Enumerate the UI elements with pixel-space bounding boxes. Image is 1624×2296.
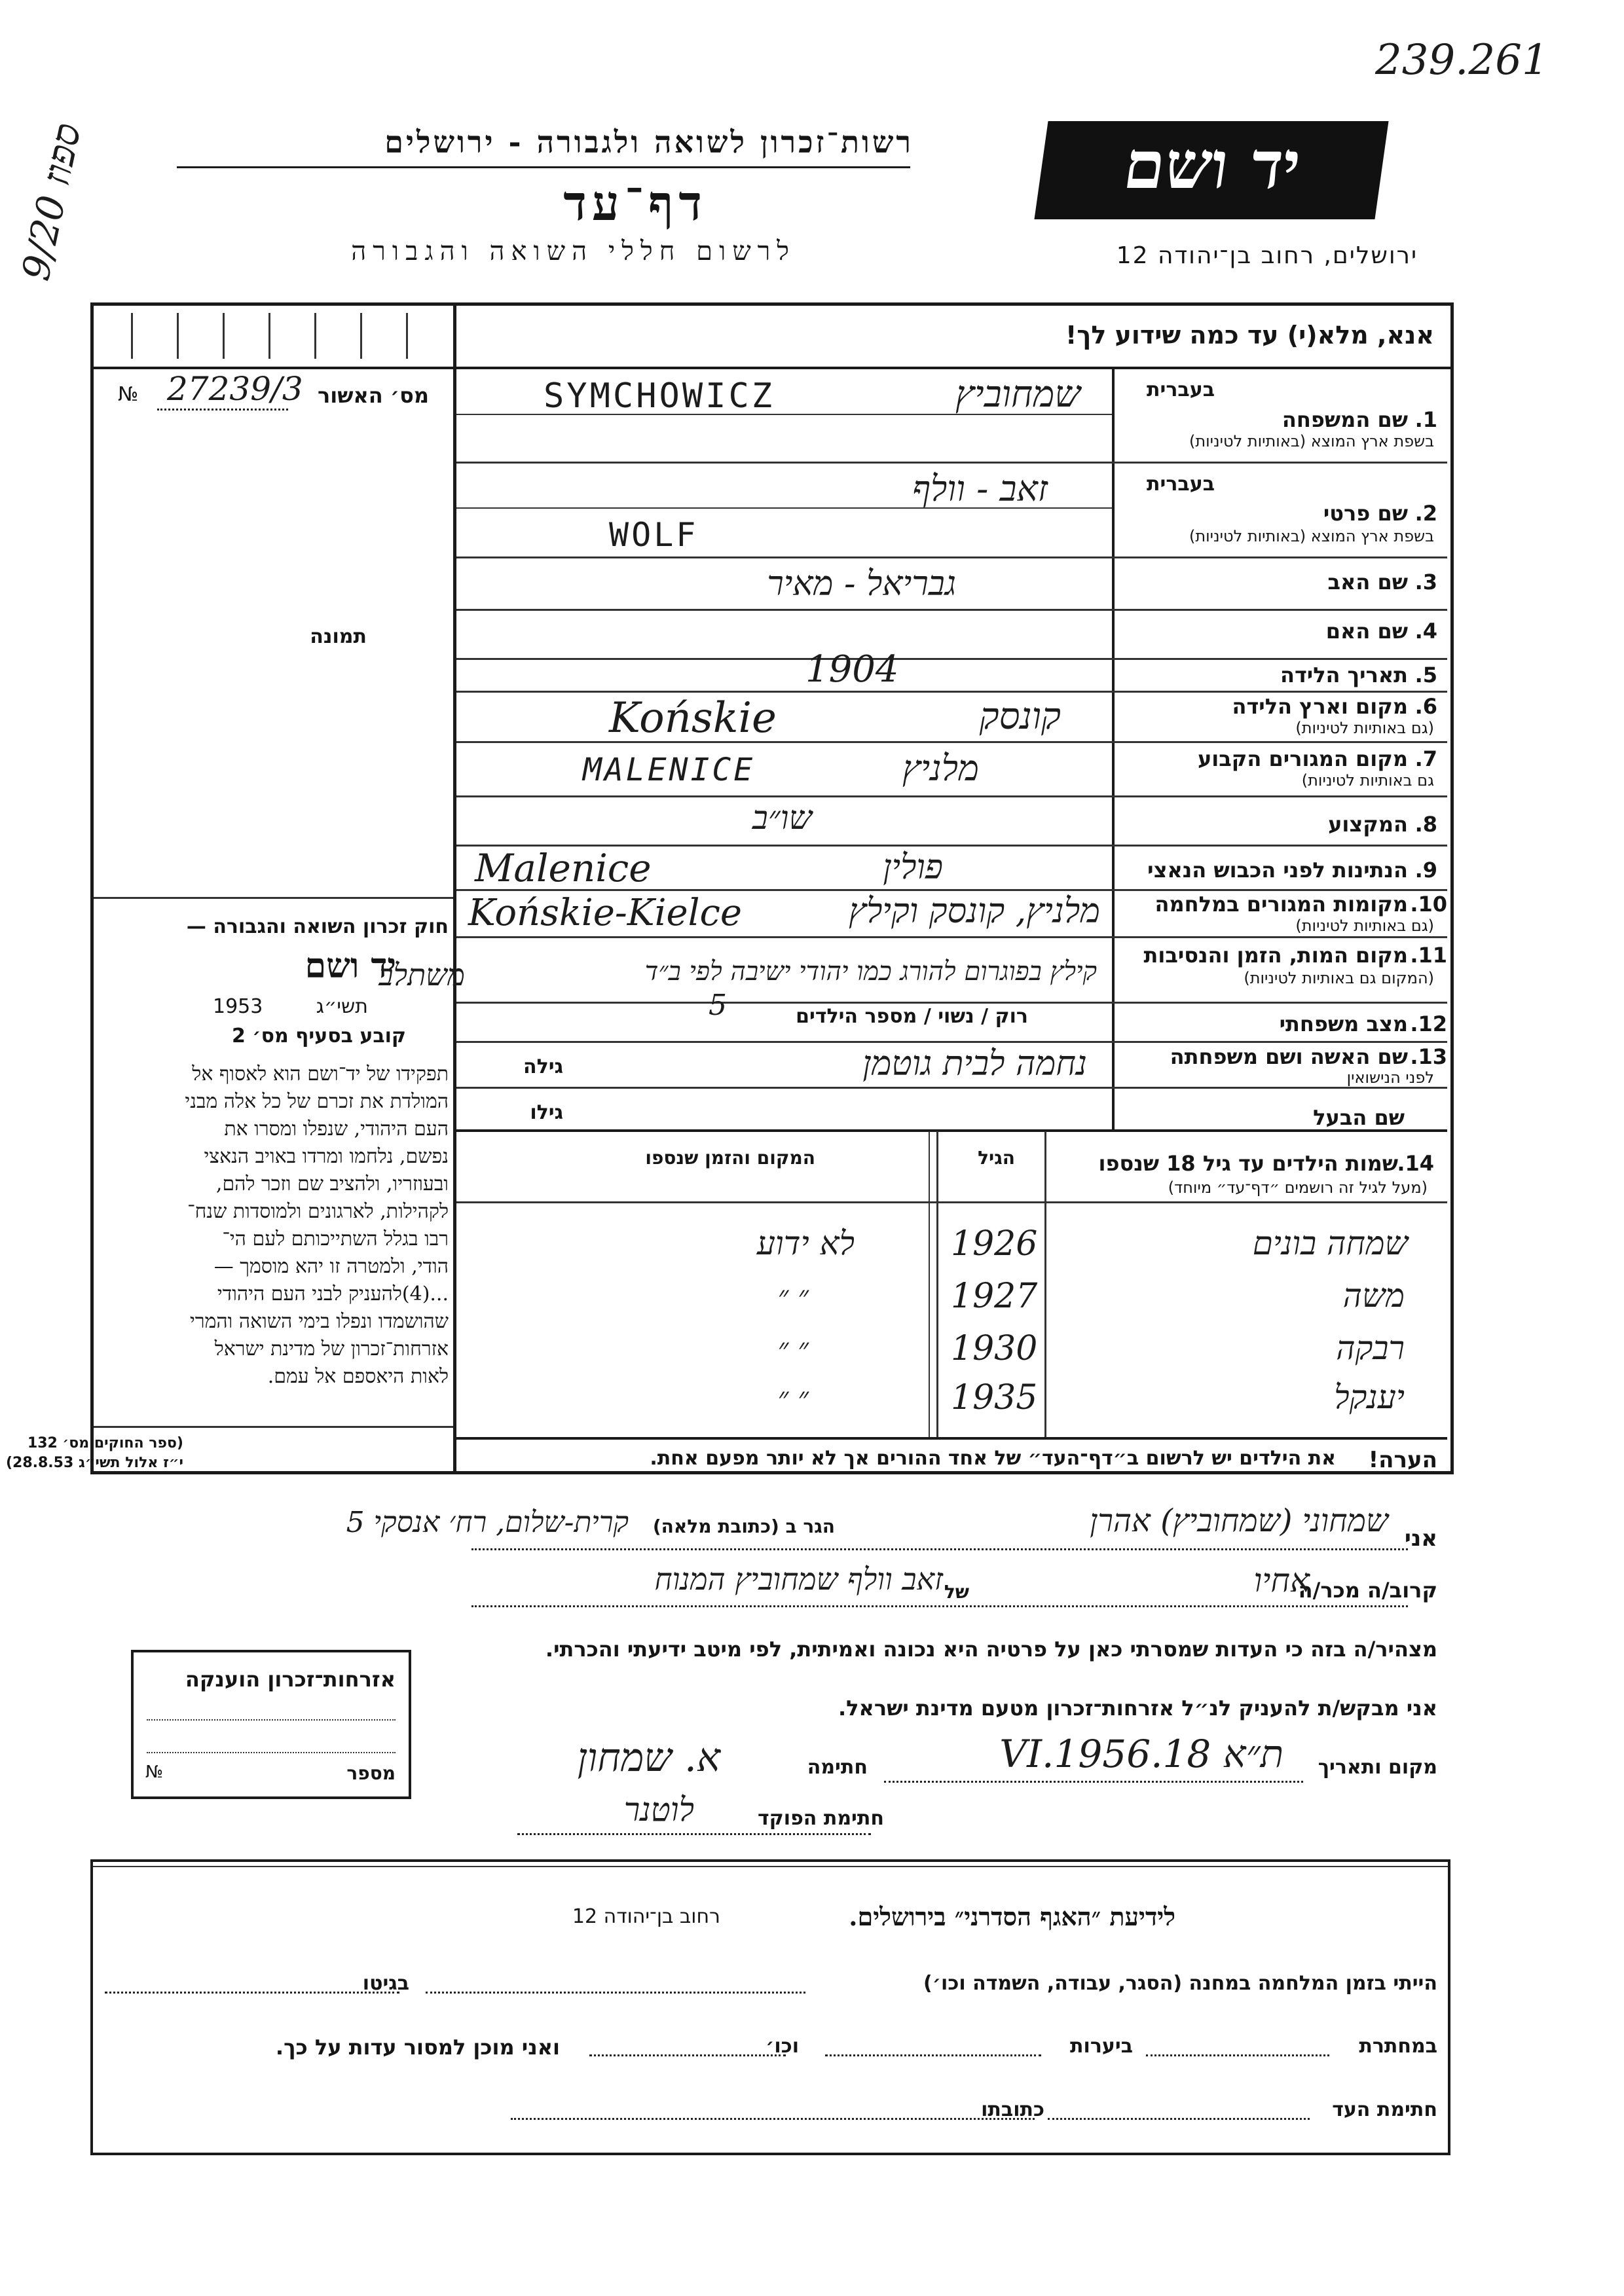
of-value: זאב וולף שמחוביץ המנוח — [654, 1561, 943, 1597]
bottom-line1-end: בגיטו — [362, 1972, 409, 1995]
approval-number-line — [157, 409, 288, 410]
field7-latin-value: MALENICE — [583, 752, 756, 788]
relation-value: אחיו — [1253, 1561, 1310, 1599]
field10-number: 10. — [1410, 892, 1447, 917]
law-text-line: רבו בגלל השתייכותם לעם הי־ — [222, 1228, 449, 1250]
law-text-line: המולדת את זכרם של כל אלה מבני — [185, 1090, 449, 1113]
field2-sub: בשפת ארץ המוצא (באותיות לטיניות) — [1189, 527, 1434, 545]
form-title: דף־עד — [563, 175, 707, 232]
field2-label: שם פרטי — [1323, 501, 1408, 526]
approval-number-label: מס׳ האשור — [317, 383, 429, 408]
citizenship-box — [131, 1650, 411, 1799]
child-year: 1930 — [951, 1329, 1038, 1368]
relative-label: קרוב/ה מכר/ה — [1298, 1578, 1437, 1603]
field3-label: שם האב — [1327, 570, 1408, 594]
field2-hebrew-value: זאב - וולף — [912, 468, 1048, 509]
child-name: יענקל — [1334, 1378, 1405, 1416]
bottom-line3-dots-a — [1048, 2118, 1310, 2120]
of-label: של — [944, 1581, 969, 1603]
children-number: 14. — [1397, 1151, 1434, 1176]
field6-latin-value: Końskie — [609, 694, 777, 742]
field7-label: מקום המגורים הקבוע — [1197, 746, 1408, 771]
field5-number: 5. — [1414, 663, 1437, 687]
field1-label: שם המשפחה — [1282, 407, 1408, 432]
law-year: 1953 — [213, 995, 263, 1018]
citizenship-no-prefix: № — [145, 1762, 164, 1782]
handwritten-record-number: 239.261 — [1375, 36, 1549, 84]
child-year: 1935 — [951, 1378, 1038, 1417]
field11-value: קילץ בפוגרום להורג כמו יהודי ישיבה לפי ב״ד — [644, 957, 1097, 987]
field2-number: 2. — [1414, 501, 1437, 526]
law-text-line: הודי, ולמטרה זו יהא מוסמך — — [213, 1255, 449, 1278]
citizenship-number-label: מספר — [346, 1762, 396, 1784]
row-line — [456, 1041, 1447, 1043]
request-text: אני מבקש/ת להעניק לנ״ל אזרחות־זכרון מטעם מדינת ישראל. — [838, 1696, 1437, 1721]
form-subtitle: לרשום חללי השואה והגבורה — [351, 236, 796, 266]
officer-line — [517, 1833, 871, 1835]
field13-label: שם האשה ושם משפחתה — [1170, 1044, 1408, 1069]
photo-label: תמונה — [310, 625, 367, 648]
field10-label: מקומות המגורים במלחמה — [1154, 892, 1408, 917]
field5-label: תאריך הלידה — [1280, 663, 1408, 687]
children-table-col — [936, 1131, 938, 1439]
handwritten-archive-number: ספוז 9/20 — [13, 119, 90, 285]
bottom-line2-dots-b — [825, 2054, 1041, 2056]
field7-number: 7. — [1414, 746, 1437, 771]
citizenship-line — [147, 1718, 396, 1721]
field12-number: 12. — [1410, 1011, 1447, 1036]
address-line: ירושלים, רחוב בן־יהודה 12 — [1116, 242, 1418, 269]
label-column-divider — [1112, 367, 1115, 1131]
declaration-text: מצהיר/ה בזה כי העדות שמסרתי כאן על פרטיה היא נכונה ואמיתית, לפי מיטב ידיעתי והכרתי. — [545, 1637, 1437, 1662]
row-line — [456, 691, 1447, 693]
law-text-line: ...(4)להעניק לבני העם היהודי — [217, 1283, 449, 1305]
children-table-col — [929, 1131, 930, 1439]
husband-age-label: גילו — [530, 1101, 563, 1124]
field4-number: 4. — [1414, 619, 1437, 644]
row-line — [456, 609, 1447, 611]
marital-status-options: רוק / נשוי / מספר הילדים — [796, 1005, 1028, 1028]
bottom-line2-d: ואני מוכן למסור עדות על כך. — [275, 2035, 560, 2060]
field2-hebrew-tag: בעברית — [1147, 473, 1215, 496]
bottom-line3-a: חתימת העד — [1332, 2098, 1437, 2121]
bottom-frame-line — [90, 2153, 1450, 2155]
signature-label: חתימה — [807, 1756, 868, 1779]
bottom-line2-b: ביערות — [1070, 2035, 1133, 2058]
child-name: שמחה בונים — [1252, 1224, 1408, 1262]
field10-hebrew-value: מלניץ, קונסק וקילץ — [848, 892, 1100, 931]
bottom-line3-b: כתובתו — [981, 2098, 1044, 2121]
row-line — [456, 556, 1447, 558]
bottom-frame-line — [90, 1859, 93, 2154]
field8-value: שו״ב — [752, 799, 812, 837]
fill-instruction: אנא, מלא(י) עד כמה שידוע לך! — [1065, 321, 1434, 350]
field1-hebrew-tag: בעברית — [1147, 378, 1215, 401]
children-place-header: המקום והזמן שנספו — [645, 1147, 815, 1169]
law-source-1: (ספר החוקים מס׳ 132 — [27, 1435, 183, 1451]
law-text — [82, 1061, 449, 1391]
children-header-line — [456, 1201, 1447, 1203]
field8-number: 8. — [1414, 812, 1437, 837]
children-title: שמות הילדים עד גיל 18 שנספו — [1098, 1151, 1398, 1176]
field9-hebrew-value: פולין — [883, 848, 943, 887]
children-age-header: הגיל — [978, 1147, 1015, 1169]
field1-sub: בשפת ארץ המוצא (באותיות לטיניות) — [1189, 432, 1434, 450]
bottom-title-rest: רחוב בן־יהודה 12 — [572, 1905, 720, 1928]
law-heading: חוק זכרון השואה והגבורה — — [186, 915, 449, 938]
left-column-divider — [453, 302, 456, 1471]
row-line — [456, 462, 1447, 464]
field11-sub: (המקום גם באותיות לטיניות) — [1244, 969, 1434, 987]
citizenship-title: אזרחות־זכרון הוענקה — [185, 1667, 396, 1692]
bottom-separator — [90, 1859, 1450, 1862]
institution-underline — [177, 166, 910, 168]
law-year-heb: תשי״ג — [316, 995, 368, 1018]
place-date-value: ת״א 18.VI.1956 — [999, 1732, 1283, 1776]
bottom-line2-a: במחתרת — [1359, 2035, 1437, 2058]
field3-value: גבריאל - מאיר — [767, 564, 956, 604]
declarant-name-value: שמחוני (שמחוביץ) אהרן — [1090, 1503, 1388, 1539]
bottom-title-bold: לידיעת ״האגף הסדרני״ בירושלים. — [849, 1902, 1175, 1931]
children-table-col — [1044, 1131, 1046, 1439]
wife-name-value: נחמה לבית גוטמן — [862, 1044, 1087, 1084]
field1-latin-value: SYMCHOWICZ — [544, 376, 775, 416]
field6-number: 6. — [1414, 694, 1437, 719]
field3-number: 3. — [1414, 570, 1437, 594]
field11-label: מקום המות, הזמן והנסיבות — [1143, 943, 1408, 968]
field11-number: 11. — [1410, 943, 1447, 968]
bottom-line1-start: הייתי בזמן המלחמה במחנה (הסגר, עבודה, השמדה וכו׳) — [923, 1972, 1437, 1995]
officer-value: לוטנר — [623, 1791, 694, 1829]
row-line — [456, 936, 1447, 938]
officer-label: חתימת הפוקד — [758, 1807, 884, 1830]
bottom-line2-c: וכו׳ — [766, 2035, 799, 2058]
wife-age-label: גילה — [523, 1055, 563, 1078]
law-text-line: שהושמדו ונפלו בימי השואה והמרי — [189, 1310, 449, 1333]
declarant-resides-label: הגר ב (כתובת מלאה) — [652, 1516, 835, 1537]
bottom-line1-dots — [426, 1992, 805, 1994]
law-box-top — [94, 897, 453, 899]
institution-name: רשות־זכרון לשואה ולגבורה - ירושלים — [384, 124, 913, 160]
bottom-line3-dots-b — [511, 2118, 1035, 2120]
remark-label: הערה! — [1368, 1447, 1437, 1473]
field8-label: המקצוע — [1328, 812, 1408, 837]
field4-label: שם האם — [1325, 619, 1408, 644]
field10-latin-value: Końskie-Kielce — [468, 892, 743, 934]
citizenship-line — [147, 1751, 396, 1753]
approval-number-value: 27239/3 — [167, 370, 303, 408]
child-place: לא ידוע — [756, 1224, 855, 1262]
children-count-value: 5 — [709, 989, 727, 1022]
row-line — [456, 1087, 1447, 1089]
field9-label: הנתינות לפני הכבוש הנאצי — [1147, 858, 1408, 883]
bottom-frame-line — [1448, 1859, 1450, 2154]
law-text-line: אזרחות־זכרון של מדינת ישראל — [214, 1338, 449, 1360]
children-table-bottom — [456, 1437, 1447, 1440]
law-org: יד ושם — [304, 946, 396, 986]
law-text-line: ובעוזריו, ולהציב שם וזכר להם, — [215, 1173, 449, 1195]
logo-text: יד ושם — [1118, 126, 1306, 204]
bottom-line2-dots-a — [1146, 2054, 1329, 2056]
field13-sub: לפני הנישואין — [1346, 1068, 1434, 1087]
law-text-line: לאות היאספם אל עמם. — [267, 1365, 449, 1388]
field1-hebrew-value: שמחוביץ — [955, 373, 1080, 416]
law-text-line: נפשם, נלחמו ומרדו באויב הנאצי — [204, 1145, 449, 1168]
row-line — [456, 741, 1447, 743]
law-source-2: י״ז אלול תשי״ג 28.8.53) — [5, 1455, 183, 1471]
husband-label: שם הבעל — [1313, 1105, 1405, 1130]
field2-latin-value: WOLF — [609, 516, 699, 554]
field1-number: 1. — [1414, 407, 1437, 432]
row-line — [456, 795, 1447, 797]
field5-value: 1904 — [805, 648, 899, 691]
law-text-line: לקהילות, לארגונים ולמוסדות שנח־ — [187, 1200, 449, 1223]
field13-number: 13. — [1410, 1044, 1447, 1069]
field7-sub: גם באותיות לטיניות) — [1301, 771, 1434, 790]
child-year: 1927 — [951, 1277, 1038, 1316]
top-row-divider — [90, 367, 1450, 369]
row-line — [456, 658, 1447, 660]
signature-value: א. שמחון — [577, 1735, 720, 1781]
law-clause: קובע בסעיף מס׳ 2 — [231, 1025, 406, 1048]
place-date-label: מקום ותאריך — [1318, 1756, 1437, 1779]
declarant-address-value: קרית-שלום, רח׳ אנסקי 5 — [346, 1506, 629, 1539]
child-year: 1926 — [951, 1224, 1038, 1264]
law-text-line: תפקידו של יד־ושם הוא לאסוף אל — [192, 1063, 449, 1085]
code-boxes — [105, 313, 442, 359]
row-line — [456, 1002, 1447, 1004]
field6-label: מקום וארץ הלידה — [1232, 694, 1408, 719]
declarant-name-line — [471, 1548, 1408, 1550]
field9-number: 9. — [1414, 858, 1437, 883]
child-place: ״ ״ — [777, 1332, 809, 1366]
law-handwritten-note: משתלב — [378, 957, 465, 993]
child-place: ״ ״ — [777, 1280, 809, 1313]
field7-hebrew-value: מלניץ — [902, 748, 979, 789]
bottom-separator — [90, 1866, 1450, 1867]
children-note: (מעל לגיל זה רושמים ״דף־עד״ מיוחד) — [1168, 1178, 1428, 1197]
approval-no-prefix: № — [118, 383, 139, 406]
child-place: ״ ״ — [777, 1381, 809, 1415]
field9-latin-value: Malenice — [475, 846, 652, 890]
field10-sub: (גם באותיות לטיניות) — [1295, 917, 1434, 935]
remark-text: את הילדים יש לרשום ב״דף־העד״ של אחד ההורים אך לא יותר מפעם אחת. — [650, 1447, 1336, 1470]
field6-hebrew-value: קונסק — [979, 695, 1061, 738]
bottom-line2-dots-c — [589, 2054, 786, 2056]
law-text-line: העם היהודי, שנפלו ומסרו את — [224, 1118, 449, 1140]
field6-sub: (גם באותיות לטיניות) — [1295, 719, 1434, 737]
row-line — [456, 1129, 1447, 1132]
declarant-ani: אני — [1404, 1525, 1437, 1552]
relation-line — [471, 1605, 1408, 1607]
place-date-line — [884, 1781, 1303, 1783]
bottom-line1-dots-end — [105, 1992, 399, 1994]
field12-label: מצב משפחתי — [1279, 1011, 1408, 1036]
child-name: רבקה — [1336, 1329, 1405, 1367]
law-box-divider — [94, 1426, 453, 1428]
yad-vashem-logo — [1034, 121, 1388, 219]
child-name: משה — [1342, 1277, 1405, 1315]
